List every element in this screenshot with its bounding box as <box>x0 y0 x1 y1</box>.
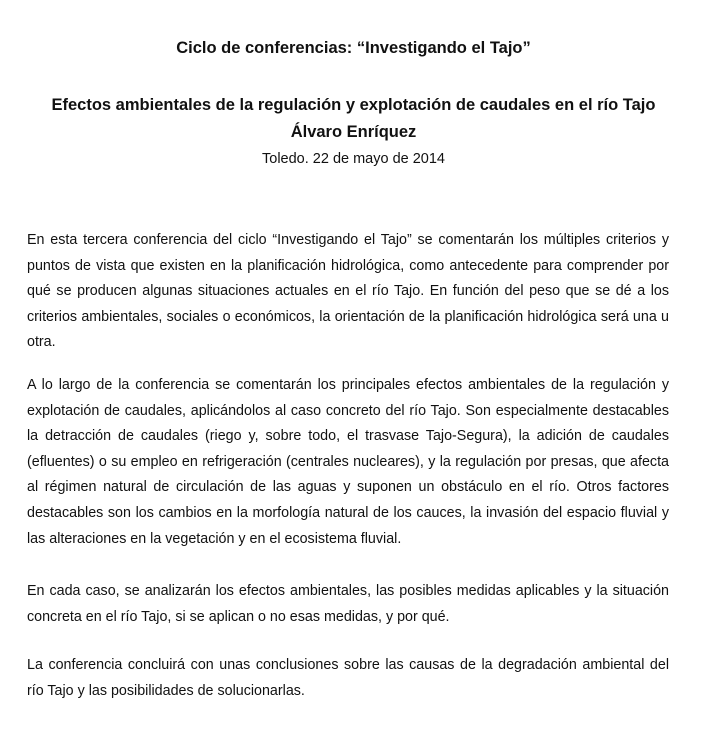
body-paragraph-1: En esta tercera conferencia del ciclo “Investigando el Tajo” se comentarán los múltiples criterios y puntos de vista que existen en la planificación hidrológica, como antecedente para comprender por qué se producen algunas situaciones actuales en el río Tajo. En función del peso que se dé a los criterios ambientales, sociales o económicos, la orientación de la planificación hidrológica será una u otra. <box>27 232 669 351</box>
body-paragraph-3: En cada caso, se analizarán los efectos ambientales, las posibles medidas aplicables y la situación concreta en el río Tajo, si se aplican o no esas medidas, y por qué. <box>27 583 669 625</box>
author-name: Álvaro Enríquez <box>290 123 417 141</box>
dateline: Toledo. 22 de mayo de 2014 <box>262 151 445 167</box>
body-paragraph-2: A lo largo de la conferencia se comentarán los principales efectos ambientales de la regulación y explotación de caudales, aplicándolos al caso concreto del río Tajo. Son especialmente destacables la detracción de caudales (riego y, sobre todo, el trasvase Tajo-Segura), la adición de caudales (efluentes) o su empleo en refrigeración (centrales nucleares), y la regulación por presas, que afecta al régimen natural de circulación de las aguas y suponen un obstáculo en el río. Otros factores destacables son los cambios en la morfología natural de los cauces, la invasión del espacio fluvial y las alteraciones en la vegetación y en el ecosistema fluvial. <box>27 377 669 547</box>
body-paragraph-4: La conferencia concluirá con unas conclusiones sobre las causas de la degradación ambiental del río Tajo y las posibilidades de solucionarlas. <box>27 657 669 699</box>
series-title: Ciclo de conferencias: “Investigando el Tajo” <box>176 39 531 57</box>
document-title: Efectos ambientales de la regulación y explotación de caudales en el río Tajo <box>51 96 656 114</box>
